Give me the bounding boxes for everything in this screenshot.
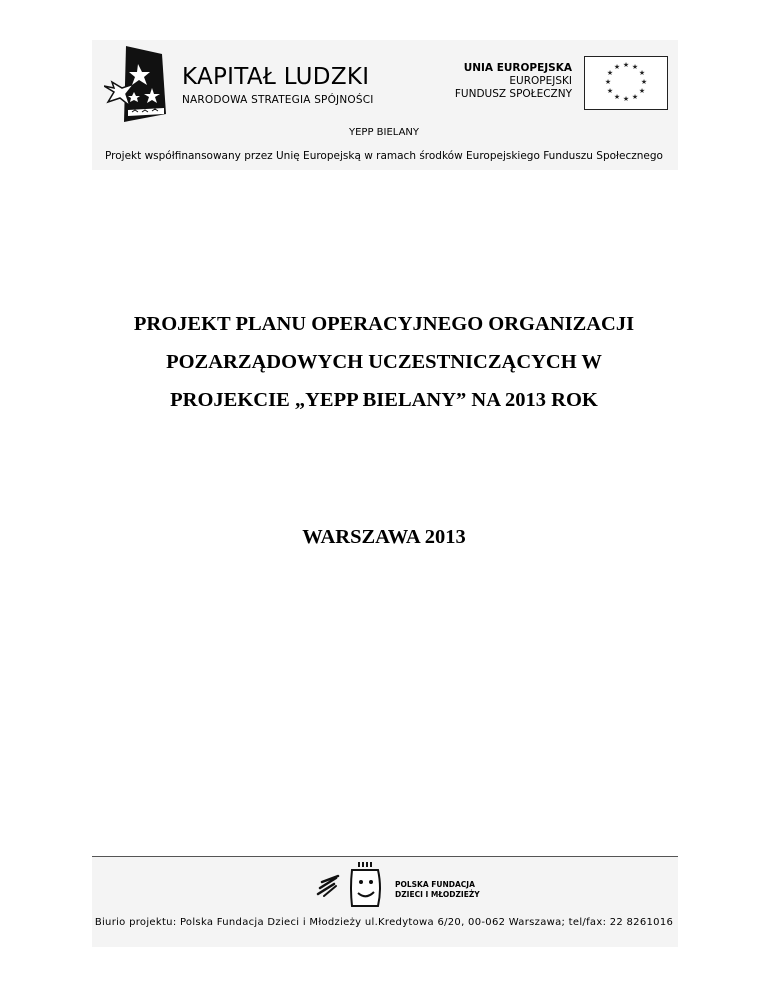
svg-text:★: ★ bbox=[640, 78, 648, 86]
svg-text:★: ★ bbox=[638, 87, 646, 95]
svg-text:★: ★ bbox=[613, 63, 621, 71]
svg-text:★: ★ bbox=[622, 95, 630, 103]
svg-text:★: ★ bbox=[606, 69, 614, 77]
eu-line-1: UNIA EUROPEJSKA bbox=[463, 62, 572, 74]
title-line-1: PROJEKT PLANU OPERACYJNEGO ORGANIZACJI bbox=[133, 313, 635, 335]
program-name: KAPITAŁ LUDZKI bbox=[182, 64, 370, 90]
office-info: Biurio projektu: Polska Fundacja Dzieci i Młodzieży ul.Kredytowa 6/20, 00-062 Warszawa; tel/fax: 22 8261016 bbox=[94, 917, 674, 928]
svg-text:★: ★ bbox=[631, 93, 639, 101]
svg-text:★: ★ bbox=[606, 87, 614, 95]
program-subtitle: NARODOWA STRATEGIA SPÓJNOŚCI bbox=[182, 94, 374, 106]
svg-text:★: ★ bbox=[622, 61, 630, 69]
svg-text:★: ★ bbox=[631, 63, 639, 71]
eu-flag bbox=[584, 56, 668, 110]
foundation-name bbox=[395, 880, 480, 900]
title-line-2: POZARZĄDOWYCH UCZESTNICZĄCYCH W bbox=[166, 351, 602, 373]
svg-text:★: ★ bbox=[638, 69, 646, 77]
cofinance-note: Projekt współfinansowany przez Unię Europejską w ramach środków Europejskiego Funduszu Społecznego bbox=[105, 150, 663, 162]
project-name: YEPP BIELANY bbox=[348, 127, 420, 138]
eu-label bbox=[440, 62, 572, 101]
eu-line-3: FUNDUSZ SPOŁECZNY bbox=[454, 88, 572, 100]
pfdm-logo bbox=[316, 860, 386, 912]
eu-line-2: EUROPEJSKI bbox=[509, 75, 572, 87]
document-title bbox=[80, 305, 688, 419]
svg-text:★: ★ bbox=[613, 93, 621, 101]
title-line-3: PROJEKCIE „YEPP BIELANY” NA 2013 ROK bbox=[170, 389, 598, 411]
place-date: WARSZAWA 2013 bbox=[302, 526, 466, 548]
svg-text:★: ★ bbox=[604, 78, 612, 86]
kapital-ludzki-logo bbox=[104, 44, 174, 126]
foundation-line-2: DZIECI I MŁODZIEŻY bbox=[395, 890, 480, 899]
foundation-line-1: POLSKA FUNDACJA bbox=[395, 880, 475, 889]
